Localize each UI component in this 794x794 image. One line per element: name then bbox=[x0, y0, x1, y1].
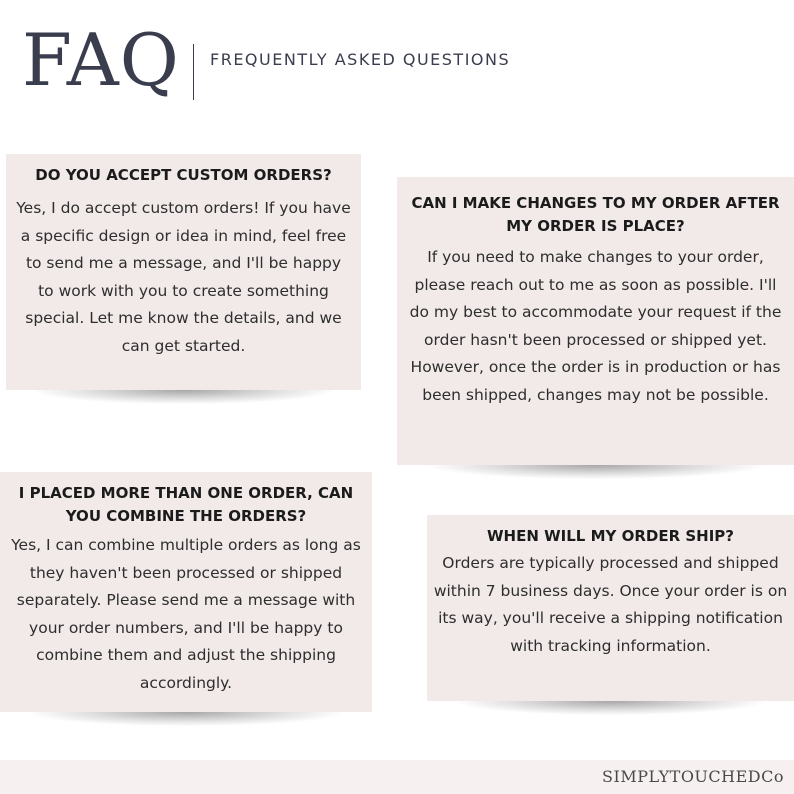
faq-answer: Orders are typically processed and shipped within 7 business days. Once your order is on its way, you'll receive a shipping notification with tracking information. bbox=[433, 554, 788, 655]
faq-card-order-changes bbox=[397, 177, 794, 465]
faq-card-custom-orders bbox=[6, 154, 361, 390]
page-subtitle: FREQUENTLY ASKED QUESTIONS bbox=[210, 50, 511, 69]
faq-question: I PLACED MORE THAN ONE ORDER, CAN YOU COMBINE THE ORDERS? bbox=[18, 484, 354, 525]
faq-answer: Yes, I do accept custom orders! If you have a specific design or idea in mind, feel free to send me a message, and I'll be happy to work with you to create something special. Let me know the details, and we can get started. bbox=[16, 199, 351, 355]
header-divider bbox=[193, 44, 194, 100]
faq-answer: Yes, I can combine multiple orders as long as they haven't been processed or shipped separately. Please send me a message with your order numbers, and I'll be happy to combine them and adjust the shipping accordingly. bbox=[11, 536, 361, 692]
brand-wordmark: SIMPLYTOUCHEDCo bbox=[602, 767, 784, 786]
faq-header bbox=[22, 18, 782, 118]
faq-question: CAN I MAKE CHANGES TO MY ORDER AFTER MY ORDER IS PLACE? bbox=[411, 194, 780, 235]
faq-card-combine-orders bbox=[0, 472, 372, 712]
faq-question: DO YOU ACCEPT CUSTOM ORDERS? bbox=[35, 166, 332, 184]
faq-question: WHEN WILL MY ORDER SHIP? bbox=[486, 527, 734, 545]
footer-band bbox=[0, 760, 794, 794]
faq-logo: FAQ bbox=[22, 18, 180, 102]
faq-answer: If you need to make changes to your order, please reach out to me as soon as possible. I'll do my best to accommodate your request if the order hasn't been processed or shipped yet. However, once the order is in production or has been shipped, changes may not be possible. bbox=[409, 248, 782, 404]
faq-card-shipping-time bbox=[427, 515, 794, 701]
